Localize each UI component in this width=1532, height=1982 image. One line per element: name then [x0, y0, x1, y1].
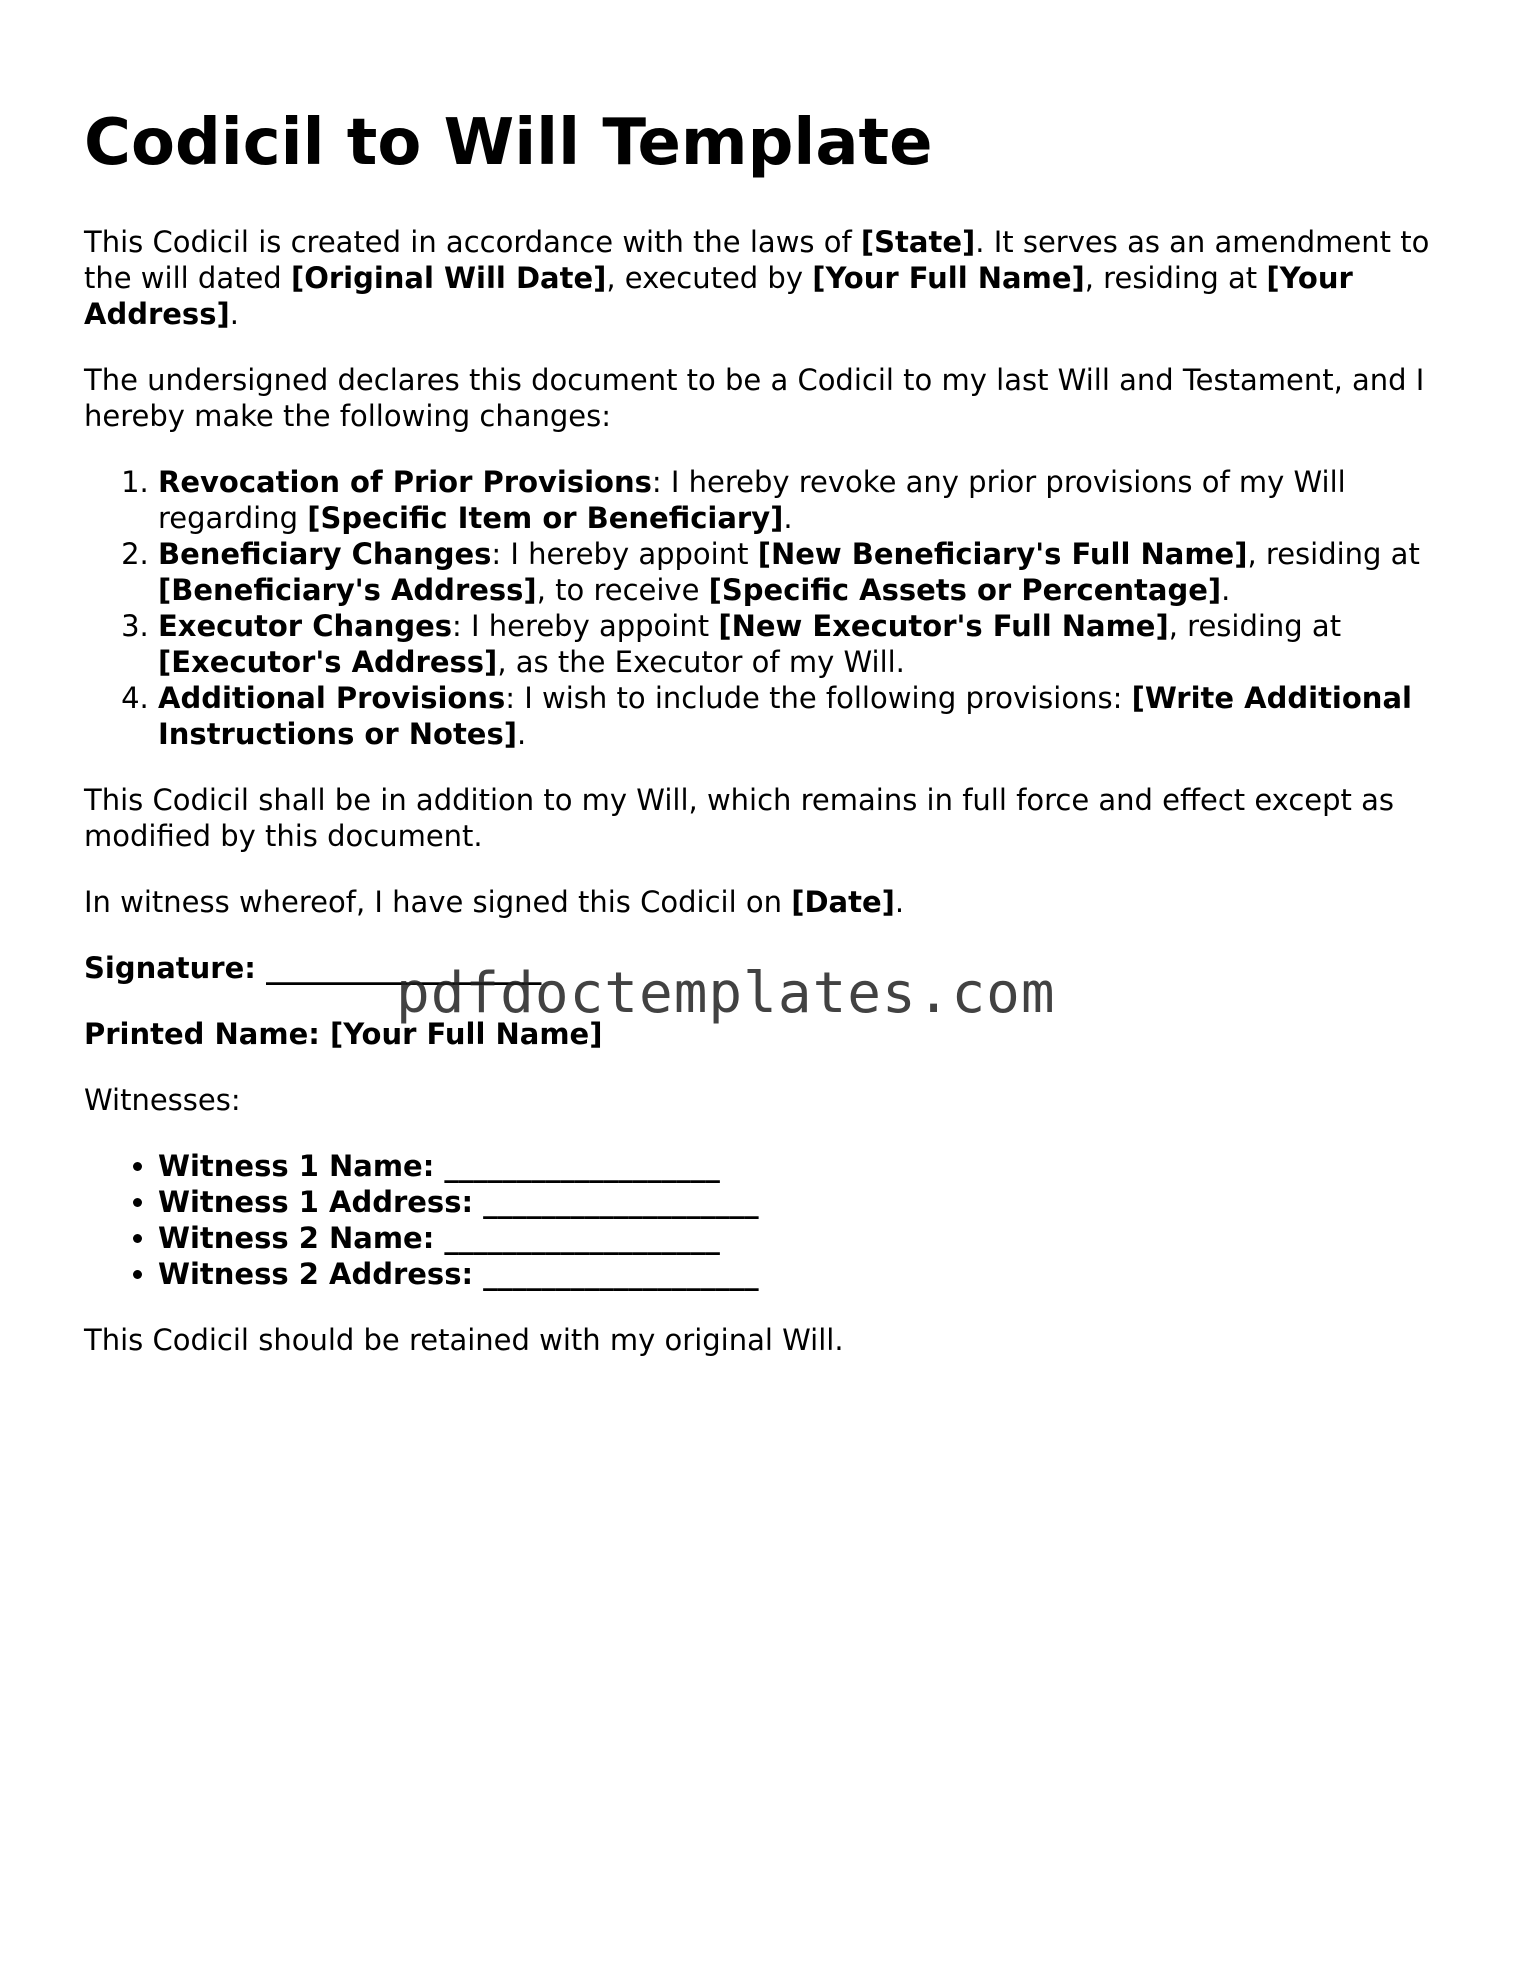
- item-text: : I hereby revoke any prior provisions of my Will regarding: [158, 465, 1346, 535]
- item-text: : I hereby appoint: [491, 537, 758, 571]
- changes-list: [84, 464, 1454, 752]
- item-placeholder: [New Beneficiary's Full Name]: [757, 537, 1248, 571]
- item-placeholder: [Write Additional Instructions or Notes]: [158, 681, 1412, 751]
- item-text: , residing at: [1247, 537, 1420, 571]
- witness-line: Witness 1 Name: ___________________: [158, 1149, 720, 1183]
- will-date-placeholder: [Original Will Date]: [290, 261, 607, 295]
- printed-name-line: [84, 1016, 1454, 1052]
- intro-text-5: .: [229, 297, 239, 331]
- item-placeholder: [Beneficiary's Address]: [158, 573, 537, 607]
- witness-line: Witness 1 Address: ___________________: [158, 1185, 759, 1219]
- list-item: [158, 1256, 1454, 1292]
- intro-text-1: This Codicil is created in accordance with the laws of: [84, 225, 861, 259]
- item-placeholder: [Specific Assets or Percentage]: [708, 573, 1222, 607]
- retention-note: This Codicil should be retained with my original Will.: [84, 1323, 844, 1357]
- date-placeholder: [Date]: [791, 885, 895, 919]
- declaration-paragraph: The undersigned declares this document to be a Codicil to my last Will and Testament, and I hereby make the following changes:: [84, 363, 1425, 433]
- address-placeholder: [Your Address]: [84, 261, 1353, 331]
- item-text: .: [1221, 573, 1231, 607]
- intro-paragraph: [84, 224, 1454, 332]
- full-name-placeholder: [Your Full Name]: [812, 261, 1085, 295]
- intro-text-2: . It serves as an amendment to the will dated: [84, 225, 1430, 295]
- witness-clause: [84, 884, 1454, 920]
- list-item-revocation: [158, 464, 1454, 536]
- watermark: pdfdoctemplates.com: [396, 961, 1056, 1026]
- witness-clause-text: In witness whereof, I have signed this Codicil on: [84, 885, 792, 919]
- intro-text-3: , executed by: [606, 261, 813, 295]
- item-placeholder: [Specific Item or Beneficiary]: [307, 501, 784, 535]
- item-heading: Executor Changes: [158, 609, 453, 643]
- intro-text-4: , residing at: [1084, 261, 1267, 295]
- witnesses-label: Witnesses:: [84, 1083, 241, 1117]
- item-placeholder: [Executor's Address]: [158, 645, 498, 679]
- document-page: [84, 104, 1454, 1388]
- signature-line: [84, 950, 1454, 986]
- addition-clause: This Codicil shall be in addition to my Will, which remains in full force and effect except as modified by this document.: [84, 783, 1394, 853]
- list-item-beneficiary: [158, 536, 1454, 608]
- item-text: , to receive: [536, 573, 709, 607]
- item-text: : I hereby appoint: [452, 609, 719, 643]
- witnesses-list: [84, 1148, 1454, 1292]
- document-title: Codicil to Will Template: [84, 106, 933, 180]
- list-item: [158, 1220, 1454, 1256]
- witness-line: Witness 2 Address: ___________________: [158, 1257, 759, 1291]
- item-heading: Additional Provisions: [158, 681, 506, 715]
- item-text: .: [783, 501, 793, 535]
- witness-clause-end: .: [894, 885, 905, 919]
- list-item-executor: [158, 608, 1454, 680]
- list-item: [158, 1148, 1454, 1184]
- printed-name-label: Printed Name: [Your Full Name]: [84, 1017, 603, 1051]
- item-heading: Revocation of Prior Provisions: [158, 465, 652, 499]
- item-text: .: [517, 717, 527, 751]
- item-text: , residing at: [1168, 609, 1342, 643]
- item-heading: Beneficiary Changes: [158, 537, 492, 571]
- witness-line: Witness 2 Name: ___________________: [158, 1221, 720, 1255]
- list-item-additional: [158, 680, 1454, 752]
- state-placeholder: [State]: [860, 225, 976, 259]
- signature-label: Signature: ___________________: [84, 951, 542, 985]
- list-item: [158, 1184, 1454, 1220]
- item-text: , as the Executor of my Will.: [497, 645, 905, 679]
- item-placeholder: [New Executor's Full Name]: [718, 609, 1169, 643]
- item-text: : I wish to include the following provisions:: [505, 681, 1132, 715]
